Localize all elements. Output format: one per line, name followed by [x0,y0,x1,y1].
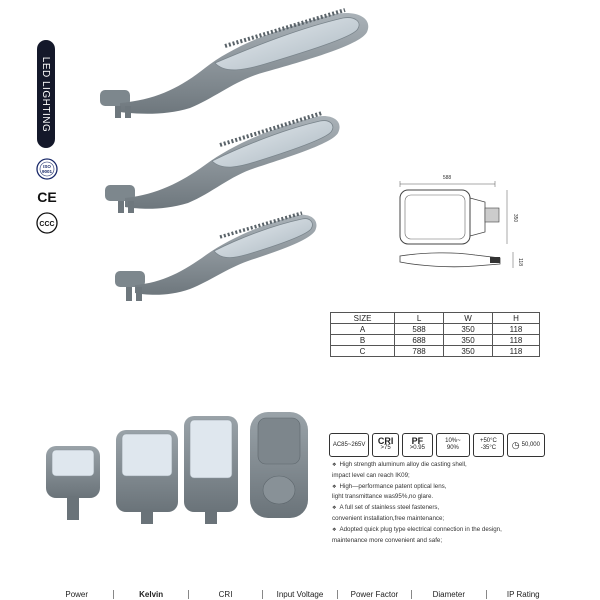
table-cell: 588 [395,324,444,335]
ce-icon [36,186,58,208]
humidity-spec [436,433,470,457]
table-cell: 788 [395,346,444,357]
humidity-top: 10%~ [445,438,461,444]
table-row [331,324,540,335]
table-cell: 118 [493,324,540,335]
list-item: ❖ High strength aluminum alloy die casting shell, [332,460,547,471]
list-item: impact level can reach IK09; [332,471,410,479]
list-item: ❖ Adopted quick plug type electrical connection in the design, [332,525,547,536]
header-input-voltage: Input Voltage [262,590,336,599]
size-table [330,312,540,357]
pf-spec [402,433,433,457]
table-cell: 350 [444,346,493,357]
voltage-spec [329,433,369,457]
front-lamp-large [184,416,238,524]
svg-text:9001: 9001 [41,169,53,174]
lifetime-value: 50,000 [521,441,540,448]
size-header-w: W [444,313,493,324]
pf-title: PF [411,436,424,446]
spec-bar [329,433,545,457]
feature-list [332,460,547,546]
street-lamp-side-views [95,8,385,313]
street-lamp-front-views [40,408,320,528]
ccc-icon [36,212,58,234]
size-header-l: L [395,313,444,324]
cri-value: >75 [380,445,391,451]
table-row [331,335,540,346]
front-lamp-small [46,446,100,520]
table-cell: 118 [493,335,540,346]
svg-text:CE: CE [37,189,57,205]
lifetime-spec [507,433,545,457]
header-cri: CRI [188,590,262,599]
table-cell: 350 [444,324,493,335]
street-lamp-small [115,213,316,301]
street-lamp-large [100,10,368,118]
dim-depth-label: 118 [517,258,523,266]
temperature-top: +50°C [479,438,497,444]
table-row [331,346,540,357]
svg-text:CCC: CCC [39,221,55,228]
table-cell: 350 [444,335,493,346]
dim-width-label: 588 [442,175,452,181]
front-lamp-medium [116,430,178,524]
header-kelvin: Kelvin [113,590,187,599]
size-table-header [331,313,540,324]
cri-title: CRI [377,436,394,446]
size-header-size: SIZE [331,313,395,324]
temperature-spec [473,433,504,457]
table-cell: 688 [395,335,444,346]
rear-lamp-view [250,412,308,518]
table-cell: 118 [493,346,540,357]
list-item: maintenance more convenient and safe; [332,536,443,544]
list-item: ❖ A full set of stainless steel fasteners, [332,503,547,514]
header-ip-rating: IP Rating [486,590,560,599]
list-item: light transmittance was95%,no glare. [332,493,434,501]
clock-icon: ◷ [511,439,520,450]
header-power-factor: Power Factor [337,590,411,599]
iso-9001-icon [36,158,58,180]
dim-height-label: 350 [512,213,518,223]
pf-value: >0.95 [409,445,425,451]
header-power: Power [65,590,89,599]
temperature-bottom: -35°C [480,445,497,451]
spec-table-header [40,590,560,599]
voltage-value: AC85~265V [332,441,366,448]
street-lamp-medium [105,113,340,213]
side-label: LED LIGHTING [40,56,52,132]
humidity-bottom: 90% [446,445,459,451]
header-diameter: Diameter [411,590,485,599]
side-label-tab [37,40,55,148]
table-cell: A [331,324,395,335]
table-cell: C [331,346,395,357]
list-item: ❖ High—performance patent optical lens, [332,482,547,493]
svg-text:ISO: ISO [43,164,51,169]
list-item: convenient installation,free maintenance; [332,514,445,522]
cri-spec [372,433,399,457]
size-header-h: H [493,313,540,324]
table-cell: B [331,335,395,346]
dimension-drawing [395,175,535,275]
